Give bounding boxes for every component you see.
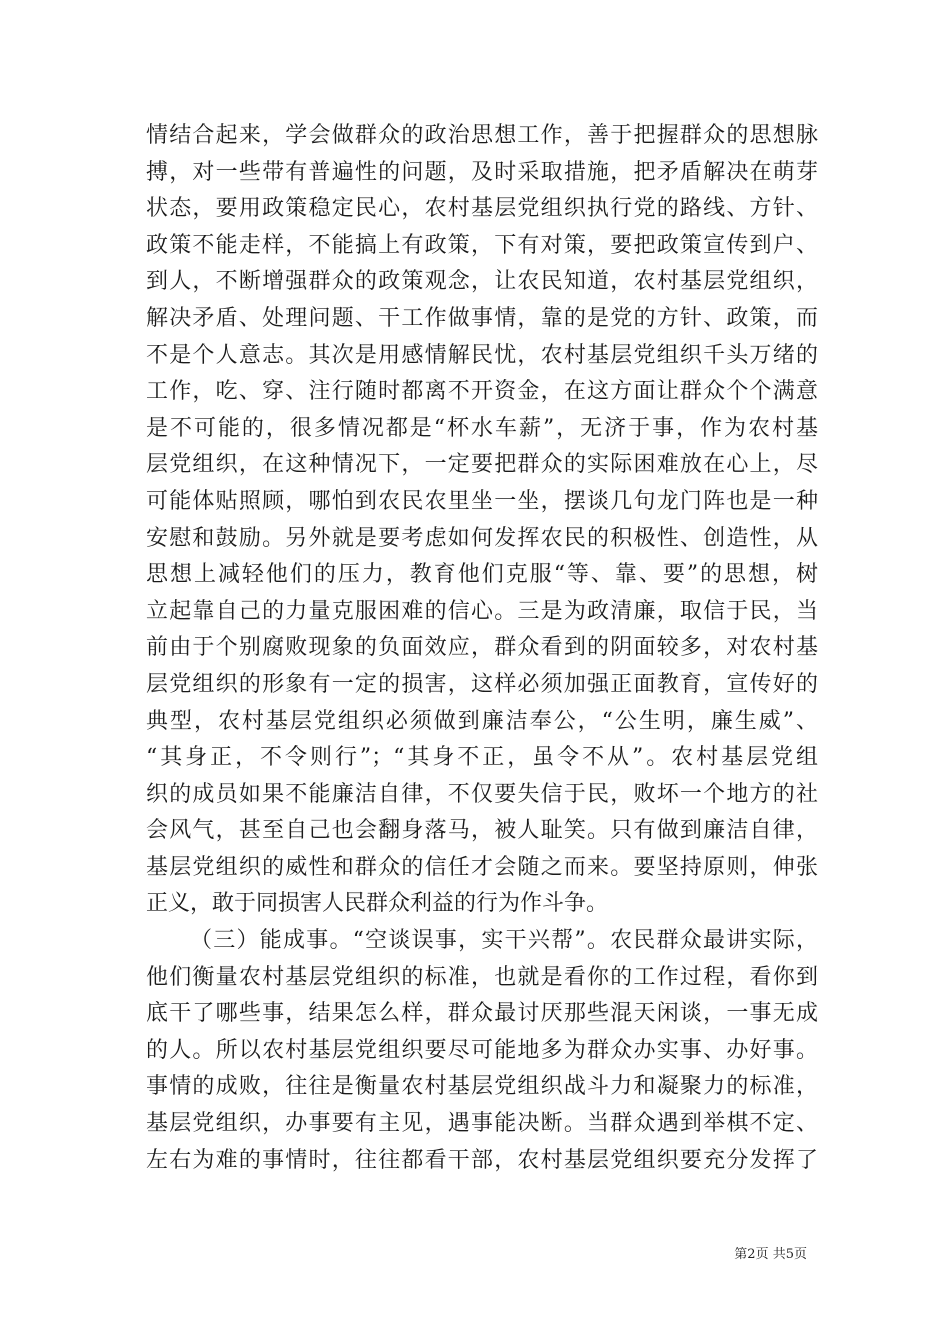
text-line: 状态，要用政策稳定民心，农村基层党组织执行党的路线、方针、 <box>146 196 818 222</box>
text-line: 前由于个别腐败现象的负面效应，群众看到的阴面较多，对农村基 <box>146 635 818 661</box>
page-number-footer <box>734 1247 807 1263</box>
total-page-number: 5 <box>785 1247 794 1262</box>
footer-mid: 页 共 <box>755 1247 786 1262</box>
text-line: 事情的成败，往往是衡量农村基层党组织战斗力和凝聚力的标准， <box>146 1074 818 1100</box>
text-line: 的人。所以农村基层党组织要尽可能地多为群众办实事、办好事。 <box>146 1037 818 1063</box>
text-line: 不是个人意志。其次是用感情解民忧，农村基层党组织千头万绪的 <box>146 342 818 368</box>
text-line: 层党组织，在这种情况下，一定要把群众的实际困难放在心上，尽 <box>146 452 818 478</box>
text-line: 安慰和鼓励。另外就是要考虑如何发挥农民的积极性、创造性，从 <box>146 525 818 551</box>
text-line: “其身正，不令则行”；“其身不正，虽令不从”。农村基层党组 <box>146 745 818 771</box>
text-line: 政策不能走样，不能搞上有政策，下有对策，要把政策宣传到户、 <box>146 232 818 258</box>
text-line: 立起靠自己的力量克服困难的信心。三是为政清廉，取信于民，当 <box>146 598 818 624</box>
text-line: 典型，农村基层党组织必须做到廉洁奉公，“公生明，廉生威”、 <box>146 708 818 734</box>
text-line: 左右为难的事情时，往往都看干部，农村基层党组织要充分发挥了 <box>146 1147 818 1173</box>
current-page-number: 2 <box>747 1247 756 1262</box>
text-line: 情结合起来，学会做群众的政治思想工作，善于把握群众的思想脉 <box>146 123 818 148</box>
footer-suffix: 页 <box>793 1247 807 1262</box>
text-line: 可能体贴照顾，哪怕到农民农里坐一坐，摆谈几句龙门阵也是一种 <box>146 488 818 514</box>
text-line: 是不可能的，很多情况都是“杯水车薪”，无济于事，作为农村基 <box>146 415 818 441</box>
text-line: 到人，不断增强群众的政策观念，让农民知道，农村基层党组织， <box>146 269 818 295</box>
text-line: 解决矛盾、处理问题、干工作做事情，靠的是党的方针、政策，而 <box>146 305 818 331</box>
text-line: 织的成员如果不能廉洁自律，不仅要失信于民，败坏一个地方的社 <box>146 781 818 807</box>
text-line: 基层党组织的威性和群众的信任才会随之而来。要坚持原则，伸张 <box>146 854 818 880</box>
text-line: 正义，敢于同损害人民群众利益的行为作斗争。 <box>146 891 609 917</box>
text-line: 搏，对一些带有普遍性的问题，及时采取措施，把矛盾解决在萌芽 <box>146 159 818 185</box>
section-heading-line: （三）能成事。“空谈误事，实干兴帮”。农民群众最讲实际， <box>190 928 818 954</box>
document-body <box>146 118 818 1179</box>
text-line: 他们衡量农村基层党组织的标准，也就是看你的工作过程，看你到 <box>146 964 818 990</box>
text-line: 底干了哪些事，结果怎么样，群众最讨厌那些混天闲谈，一事无成 <box>146 1001 818 1027</box>
text-line: 工作，吃、穿、注行随时都离不开资金，在这方面让群众个个满意 <box>146 379 818 405</box>
text-line: 层党组织的形象有一定的损害，这样必须加强正面教育，宣传好的 <box>146 671 818 697</box>
text-line: 思想上减轻他们的压力，教育他们克服“等、靠、要”的思想，树 <box>146 562 818 588</box>
text-line: 基层党组织，办事要有主见，遇事能决断。当群众遇到举棋不定、 <box>146 1111 818 1137</box>
text-line: 会风气，甚至自己也会翻身落马，被人耻笑。只有做到廉洁自律， <box>146 818 818 844</box>
footer-prefix: 第 <box>734 1247 748 1262</box>
